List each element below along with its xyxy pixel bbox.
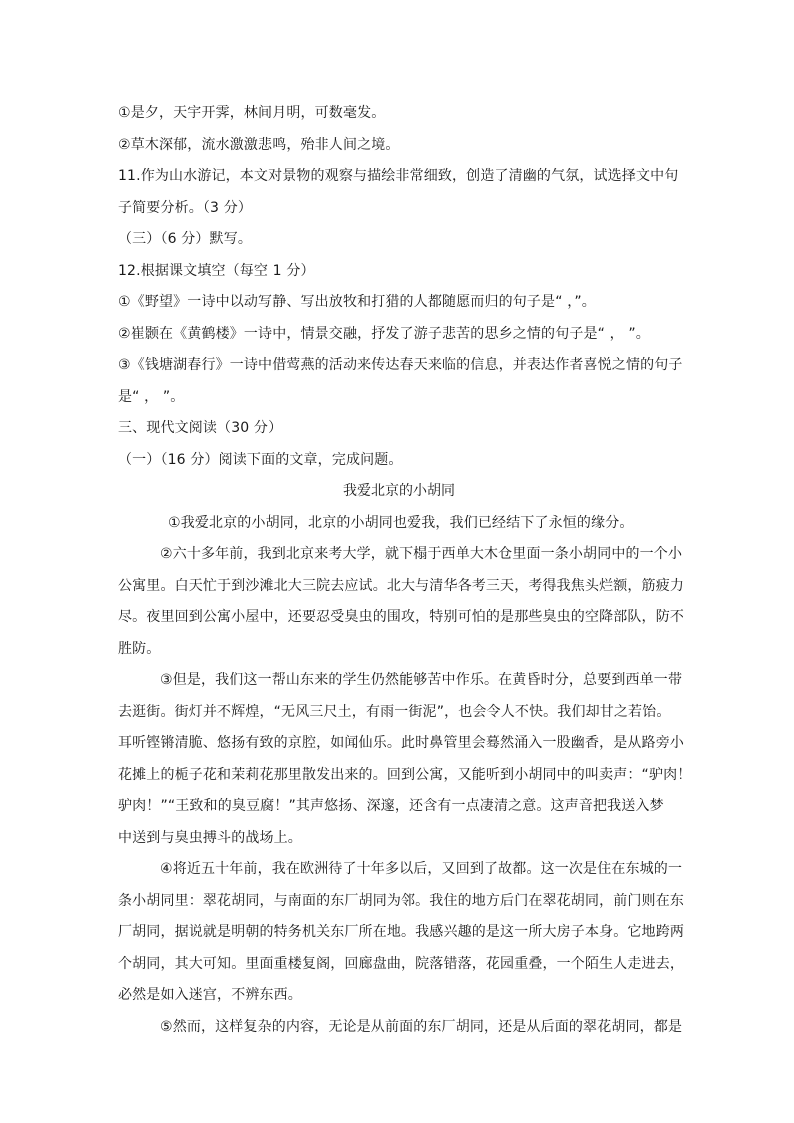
question-11: 11.作为山水游记，本文对景物的观察与描绘非常细致，创造了清幽的气氛，试选择文中句 bbox=[118, 168, 679, 184]
text-line: ②草木深郁，流水激激悲鸣，殆非人间之境。 bbox=[118, 136, 400, 153]
paragraph-3-line: 花摊上的栀子花和茉莉花那里散发出来的。回到公寓，又能听到小胡同中的叫卖声：“驴肉！ bbox=[118, 766, 692, 783]
paragraph-1: ①我爱北京的小胡同，北京的小胡同也爱我，我们已经结下了永恒的缘分。 bbox=[168, 514, 634, 531]
paragraph-3-line: 去逛街。街灯并不辉煌，“无风三尺土，有雨一街泥”，也会令人不快。我们却甘之若饴。 bbox=[118, 703, 671, 720]
paragraph-2-line: ②六十多年前，我到北京来考大学，就下榻于西单大木仓里面一条小胡同中的一个小 bbox=[160, 546, 683, 562]
question-12-item-2: ②崔颢在《黄鹤楼》一诗中，情景交融，抒发了游子悲苦的思乡之情的句子是“ ， ”。 bbox=[118, 325, 650, 342]
section-heading: （三）（6 分）默写。 bbox=[118, 231, 253, 247]
question-12-item-3: ③《钱塘湖春行》一诗中借莺燕的活动来传达春天来临的信息，并表达作者喜悦之情的句子 bbox=[118, 357, 683, 373]
article-title: 我爱北京的小胡同 bbox=[343, 483, 455, 499]
paragraph-3-line: 耳听铿锵清脆、悠扬有致的京腔，如闻仙乐。此时鼻管里会蓦然涌入一股幽香，是从路旁小 bbox=[118, 735, 684, 751]
text-line: ①是夕，天宇开霁，林间月明，可数毫发。 bbox=[118, 105, 386, 121]
paragraph-5-line: ⑤然而，这样复杂的内容，无论是从前面的东厂胡同，还是从后面的翠花胡同，都是 bbox=[160, 1018, 683, 1035]
paragraph-4-line: 个胡同，其大可知。里面重楼复阁，回廊盘曲，院落错落，花园重叠，一个陌生人走进去， bbox=[118, 955, 684, 972]
question-12-item-1: ①《野望》一诗中以动写静、写出放牧和打猎的人都随愿而归的句子是“ ，”。 bbox=[118, 294, 596, 310]
paragraph-3-line: 驴肉！”“王致和的臭豆腐！”其声悠扬、深邃，还含有一点凄清之意。这声音把我送入梦 bbox=[118, 798, 664, 814]
question-12: 12.根据课文填空（每空 1 分） bbox=[118, 262, 315, 279]
paragraph-3-line: 中送到与臭虫搏斗的战场上。 bbox=[118, 829, 302, 846]
question-12-item-3-cont: 是“ ， ”。 bbox=[118, 388, 185, 405]
paragraph-2-line: 胜防。 bbox=[118, 640, 161, 657]
paragraph-2-line: 公寓里。白天忙于到沙滩北大三院去应试。北大与清华各考三天，考得我焦头烂额，筋疲力 bbox=[118, 577, 684, 594]
document-page bbox=[118, 98, 692, 1043]
paragraph-4-line: 条小胡同里：翠花胡同，与南面的东厂胡同为邻。我住的地方后门在翠花胡同，前门则在东 bbox=[118, 892, 684, 909]
paragraph-2-line: 尽。夜里回到公寓小屋中，还要忍受臭虫的围攻，特别可怕的是那些臭虫的空降部队，防不 bbox=[118, 609, 684, 625]
subsection-heading: （一）（16 分）阅读下面的文章，完成问题。 bbox=[118, 451, 403, 468]
paragraph-4-line: ④将近五十年前，我在欧洲待了十年多以后，又回到了故都。这一次是住在东城的一 bbox=[160, 861, 683, 877]
part-heading: 三、现代文阅读（30 分） bbox=[118, 420, 283, 436]
paragraph-4-line: 必然是如入迷宫，不辨东西。 bbox=[118, 987, 302, 1003]
question-11-cont: 子简要分析。（3 分） bbox=[118, 199, 253, 216]
paragraph-3-line: ③但是，我们这一帮山东来的学生仍然能够苦中作乐。在黄昏时分，总要到西单一带 bbox=[160, 672, 683, 688]
paragraph-4-line: 厂胡同，据说就是明朝的特务机关东厂所在地。我感兴趣的是这一所大房子本身。它地跨两 bbox=[118, 924, 684, 940]
